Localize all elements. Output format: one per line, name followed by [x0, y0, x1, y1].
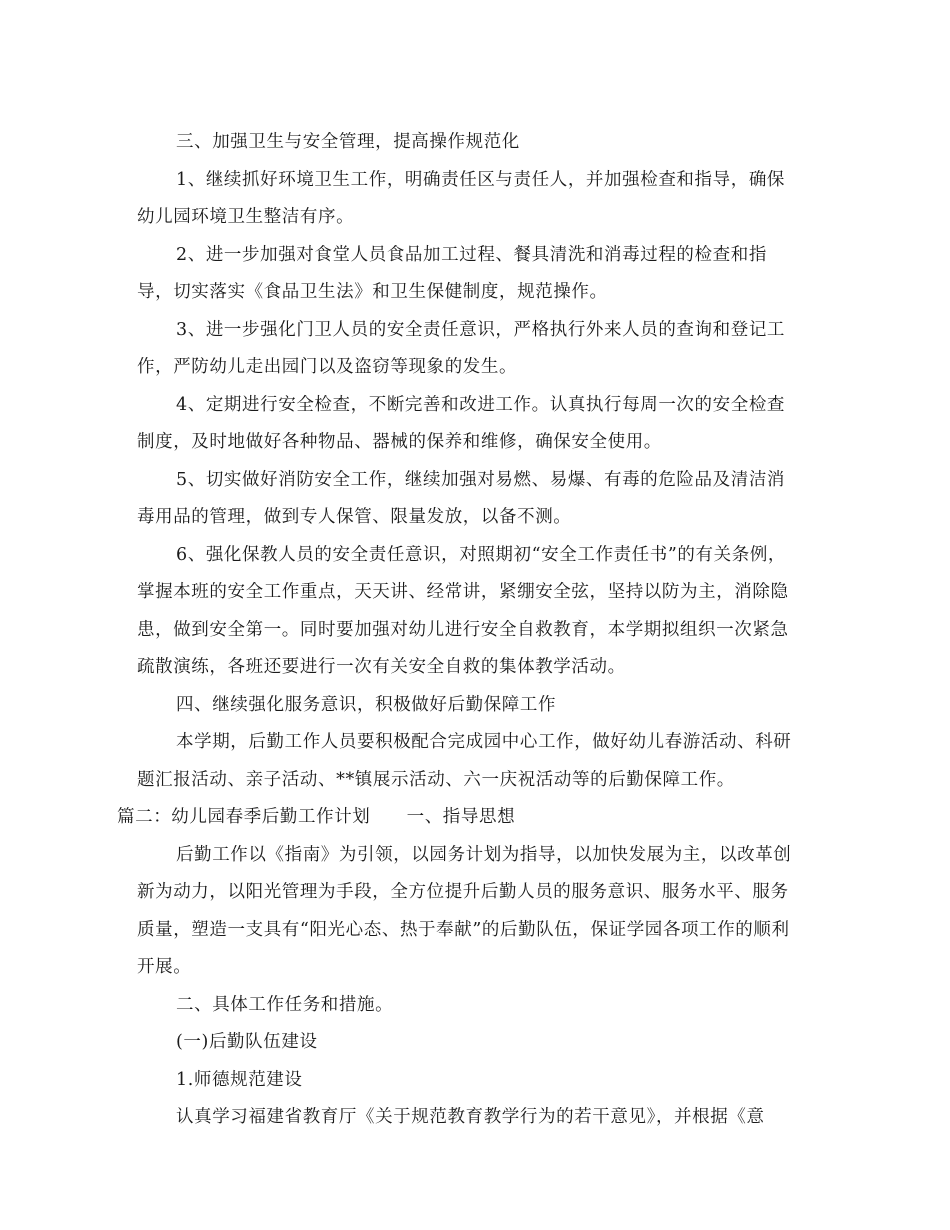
paragraph-line: 毒用品的管理，做到专人保管、限量发放，以备不测。 — [137, 507, 572, 527]
paragraph-line: 2、进一步加强对食堂人员食品加工过程、餐具清洗和消毒过程的检查和指 — [176, 244, 767, 265]
paragraph-line: 3、进一步强化门卫人员的安全责任意识，严格执行外来人员的查询和登记工 — [176, 319, 786, 340]
paragraph-line: 疏散演练，各班还要进行一次有关安全自救的集体教学活动。 — [137, 657, 626, 677]
chapter-heading: 篇二：幼儿园春季后勤工作计划 一、指导思想 — [117, 807, 516, 827]
paragraph-line: 开展。 — [137, 957, 192, 977]
paragraph-line: 质量，塑造一支具有“阳光心态、热于奉献”的后勤队伍，保证学园各项工作的顺利 — [137, 919, 790, 940]
document-body — [117, 124, 817, 1137]
section-heading: 四、继续强化服务意识，积极做好后勤保障工作 — [176, 694, 557, 715]
paragraph-line: 1、继续抓好环境卫生工作，明确责任区与责任人，并加强检查和指导，确保 — [176, 169, 786, 190]
paragraph-line: 患，做到安全第一。同时要加强对幼儿进行安全自救教育，本学期拟组织一次紧急 — [137, 619, 789, 640]
paragraph-line: 认真学习福建省教育厅《关于规范教育教学行为的若干意见》，并根据《意 — [176, 1107, 765, 1127]
paragraph-line: 导，切实落实《食品卫生法》和卫生保健制度，规范操作。 — [137, 282, 608, 302]
paragraph-line: 掌握本班的安全工作重点，天天讲、经常讲，紧绷安全弦，坚持以防为主，消除隐 — [137, 582, 789, 602]
section-heading: 二、具体工作任务和措施。 — [176, 994, 394, 1015]
subsection-heading: 1.师德规范建设 — [176, 1069, 303, 1090]
paragraph-line: 题汇报活动、亲子活动、**镇展示活动、六一庆祝活动等的后勤保障工作。 — [137, 769, 735, 790]
subsection-heading: (一)后勤队伍建设 — [176, 1032, 318, 1052]
paragraph-line: 本学期，后勤工作人员要积极配合完成园中心工作，做好幼儿春游活动、科研 — [176, 732, 792, 752]
paragraph-line: 4、定期进行安全检查，不断完善和改进工作。认真执行每周一次的安全检查 — [176, 394, 786, 415]
paragraph-line: 5、切实做好消防安全工作，继续加强对易燃、易爆、有毒的危险品及清洁消 — [176, 469, 786, 490]
paragraph-line: 作，严防幼儿走出园门以及盗窃等现象的发生。 — [137, 357, 518, 377]
section-heading: 三、加强卫生与安全管理，提高操作规范化 — [176, 132, 520, 152]
paragraph-line: 制度，及时地做好各种物品、器械的保养和维修，确保安全使用。 — [137, 432, 662, 452]
paragraph-line: 新为动力，以阳光管理为手段，全方位提升后勤人员的服务意识、服务水平、服务 — [137, 882, 789, 902]
paragraph-line: 6、强化保教人员的安全责任意识，对照期初“安全工作责任书”的有关条例， — [176, 544, 787, 565]
paragraph-line: 幼儿园环境卫生整洁有序。 — [137, 207, 355, 227]
paragraph-line: 后勤工作以《指南》为引领，以园务计划为指导，以加快发展为主，以改革创 — [176, 844, 792, 865]
